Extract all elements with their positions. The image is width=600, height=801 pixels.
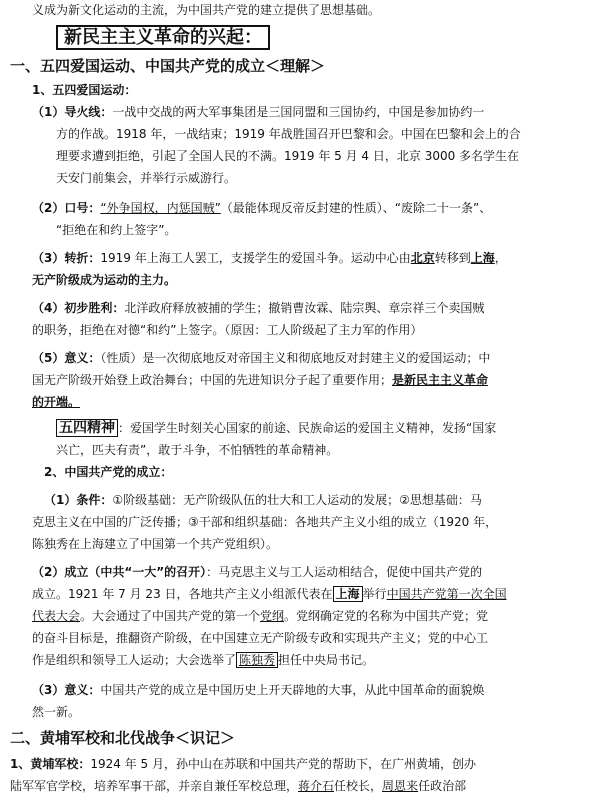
paragraph-line [32,348,600,368]
text: 的职务，拒绝在对德“和约”上签字。（原因：工人阶级起了主力军的作用） [32,323,423,337]
keyword: 中国共产党第一次全国 [386,587,507,601]
text: ：马克思主义与工人运动相结合，促使中国共产党的 [206,565,483,579]
keyword: 代表大会 [32,609,81,623]
subheading-text: 2、中国共产党的成立： [44,465,173,479]
label: （1）导火线： [32,105,113,119]
label: （3）意义： [32,683,101,697]
paragraph-line [32,298,600,318]
subheading [44,462,600,482]
text: 任政治部 [418,779,467,793]
text: 举行 [362,587,387,601]
text: 1919 年上海工人罢工，支援学生的爱国斗争。运动中心由 [100,251,411,265]
text: 方的作战。1918 年，一战结束；1919 年战胜国召开巴黎和会。中国在巴黎和会上的合 [56,127,521,141]
text: 然一新。 [32,705,81,719]
text: 克思主义在中国的广泛传播；③干部和组织基础：各地共产主义小组的成立（1920 年， [32,515,498,529]
text: 无产阶级成为运动的主力。 [32,273,177,287]
paragraph-line [32,628,600,648]
text: 的奋斗目标是，推翻资产阶级，在中国建立无产阶级专政和实现共产主义；党的中心工 [32,631,489,645]
text: 陆军军官学校，培养军事干部，并亲自兼任军校总理， [10,779,299,793]
paragraph-line [32,680,600,700]
paragraph-line [32,702,600,722]
text: 1924 年 5 月，孙中山在苏联和中国共产党的帮助下，在广州黄埔，创办 [90,757,476,771]
label: （5）意义： [32,351,101,365]
paragraph-line [56,146,600,166]
keyword: 党纲 [260,609,285,623]
text-line [32,0,600,20]
paragraph-line [32,392,600,412]
label: （2）口号： [32,201,101,215]
keyword: 北京 [410,251,435,265]
subheading-text: 1、五四爱国运动： [32,83,137,97]
text: 中国共产党的成立是中国历史上开天辟地的大事，从此中国革命的面貌焕 [100,683,485,697]
paragraph-line [32,650,600,670]
slogan: “外争国权，内惩国贼” [100,201,221,215]
keyword: 上海 [470,251,495,265]
keyword: 的开端。 [32,395,81,409]
text: 作是组织和领导工人运动；大会选举了 [32,653,237,667]
paragraph-line [32,198,600,218]
keyword: 周恩来 [382,779,419,793]
subheading [32,80,600,100]
label: （1）条件： [44,493,113,507]
keyword: 蒋介石 [298,779,335,793]
paragraph-line [56,418,600,438]
paragraph-line [44,490,600,510]
section-title [56,26,600,52]
paragraph-line [56,220,600,240]
paragraph-line [32,584,600,604]
paragraph-line [32,606,600,626]
boxed-term: 上海 [333,586,363,602]
paragraph-line [32,248,600,268]
paragraph-line [32,512,600,532]
paragraph-line [32,562,600,582]
paragraph-line [56,168,600,188]
label: 1、黄埔军校： [10,757,91,771]
text: 担任中央局书记。 [278,653,375,667]
text: 。党纲确定党的名称为中国共产党；党 [284,609,489,623]
text: 。大会通过了中国共产党的第一个 [80,609,261,623]
text: （性质）是一次彻底地反对帝国主义和彻底地反对封建主义的爱国运动；中 [100,351,491,365]
text: ， [494,251,507,265]
text: 国无产阶级开始登上政治舞台；中国的先进知识分子起了重要作用； [32,373,393,387]
text: 一战中交战的两大军事集团是三国同盟和三国协约，中国是参加协约一 [112,105,485,119]
text: （最能体现反帝反封建的性质）、“废除二十一条”、 [220,201,492,215]
page-title: 新民主主义革命的兴起： [56,25,270,50]
heading-1 [10,56,600,76]
text: “拒绝在和约上签字”。 [56,223,177,237]
paragraph-line [32,102,600,122]
keyword: 是新民主主义革命 [392,373,489,387]
text: 成立。1921 年 7 月 23 日，各地共产主义小组派代表在 [32,587,333,601]
paragraph-line [10,776,600,796]
text: 陈独秀在上海建立了中国第一个共产党组织）。 [32,537,279,551]
label: （4）初步胜利： [32,301,125,315]
heading-text: 二、黄埔军校和北伐战争＜识记＞ [10,729,236,747]
text: ①阶级基础：无产阶级队伍的壮大和工人运动的发展；②思想基础：马 [112,493,482,507]
boxed-term: 陈独秀 [236,652,278,668]
label: （3）转折： [32,251,101,265]
heading-2 [10,728,600,748]
text: 天安门前集会，并举行示威游行。 [56,171,237,185]
text: 任校长， [334,779,383,793]
paragraph-line [32,534,600,554]
text: 北洋政府释放被捕的学生；撤销曹汝霖、陆宗舆、章宗祥三个卖国贼 [124,301,485,315]
paragraph-line [56,124,600,144]
paragraph-line [32,270,600,290]
text: 转移到 [434,251,471,265]
boxed-term: 五四精神 [56,419,118,437]
paragraph-line [32,320,600,340]
text: 理要求遭到拒绝，引起了全国人民的不满。1919 年 5 月 4 日，北京 3000 多名学生在 [56,149,520,163]
heading-text: 一、五四爱国运动、中国共产党的成立＜理解＞ [10,57,326,75]
paragraph-line [56,440,600,460]
text: ：爱国学生时刻关心国家的前途、民族命运的爱国主义精神，发扬“国家 [118,421,497,435]
paragraph-line [10,754,600,774]
text: 义成为新文化运动的主流，为中国共产党的建立提供了思想基础。 [32,3,381,17]
label: （2）成立（中共“一大”的召开） [32,565,207,579]
paragraph-line [32,370,600,390]
text: 兴亡，匹夫有责”，敢于斗争，不怕牺牲的革命精神。 [56,443,339,457]
